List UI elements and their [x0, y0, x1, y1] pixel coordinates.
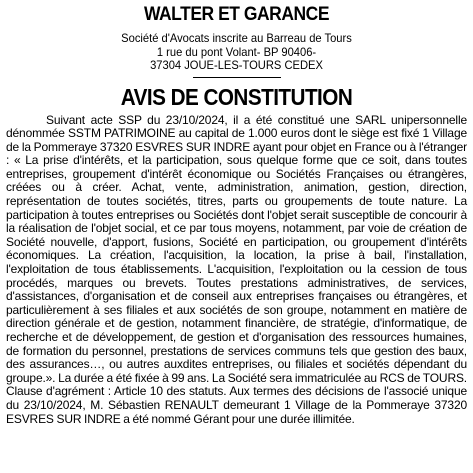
address-line-3: 37304 JOUE-LES-TOURS CEDEX: [150, 58, 323, 72]
address-line-2: 1 rue du pont Volant- BP 90406-: [156, 44, 317, 59]
firm-name: WALTER ET GARANCE: [143, 4, 330, 25]
address-line-1: Société d'Avocats inscrite au Barreau de Tours: [121, 31, 352, 45]
notice-body: Suivant acte SSP du 23/10/2024, il a été constitué une SARL unipersonnelle dénommée SSTM PATRIMOINE au capital de 1.000 euros dont le siège est fixé 1 Village de la Pommeraye 37320 ESVRES SUR INDRE ayant pour objet en France ou à l'étranger : « La prise d'intérêts, et la participation, sous quelque forme que ce soit, dans toutes entreprises, groupement d'intérêt économique ou Sociétés Françaises ou étrangères, créées ou à créer. Achat, vente, administration, animation, gestion, direction, représentation de toutes sociétés, titres, parts ou groupements de toute nature. La participation à toutes entreprises ou Sociétés dont l'objet serait susceptible de concourir à la réalisation de l'objet social, et ce par tous moyens, notamment, par voie de création de Société nouvelle, d'apport, fusions, Société en participation, ou groupement d'intérêts économiques. La création, l'acquisition, la location, la prise à bail, l'installation, l'exploitation de tous établissements. L'acquisition, l'exploitation ou la cession de tous procédés, marques ou brevets. Toutes prestations administratives, de services, d'assistances, d'organisation et de conseil aux entreprises françaises ou étrangères, et particulièrement à ses filiales et aux sociétés de son groupe, notamment en matière de direction générale et de gestion, notamment financière, de stratégie, d'informatique, de recherche et de développement, de gestion et d'organisation des ressources humaines, de formation du personnel, prestations de services communs tels que gestion des baux, des assurances…, ou autres auxdites entreprises, ou filiales et sociétés dépendant du groupe.». La durée a été fixée à 99 ans. La Société sera immatriculée au RCS de TOURS. Clause d'agrément : Article 10 des statuts. Aux termes des décisions de l'associé unique du 23/10/2024, M. Sébastien RENAULT demeurant 1 Village de la Pommeraye 37320 ESVRES SUR INDRE a été nommé Gérant pour une durée illimitée.: [6, 112, 467, 426]
notice-title: AVIS DE CONSTITUTION: [120, 83, 353, 110]
separator-rule: [193, 77, 281, 78]
firm-address: [22, 32, 451, 73]
